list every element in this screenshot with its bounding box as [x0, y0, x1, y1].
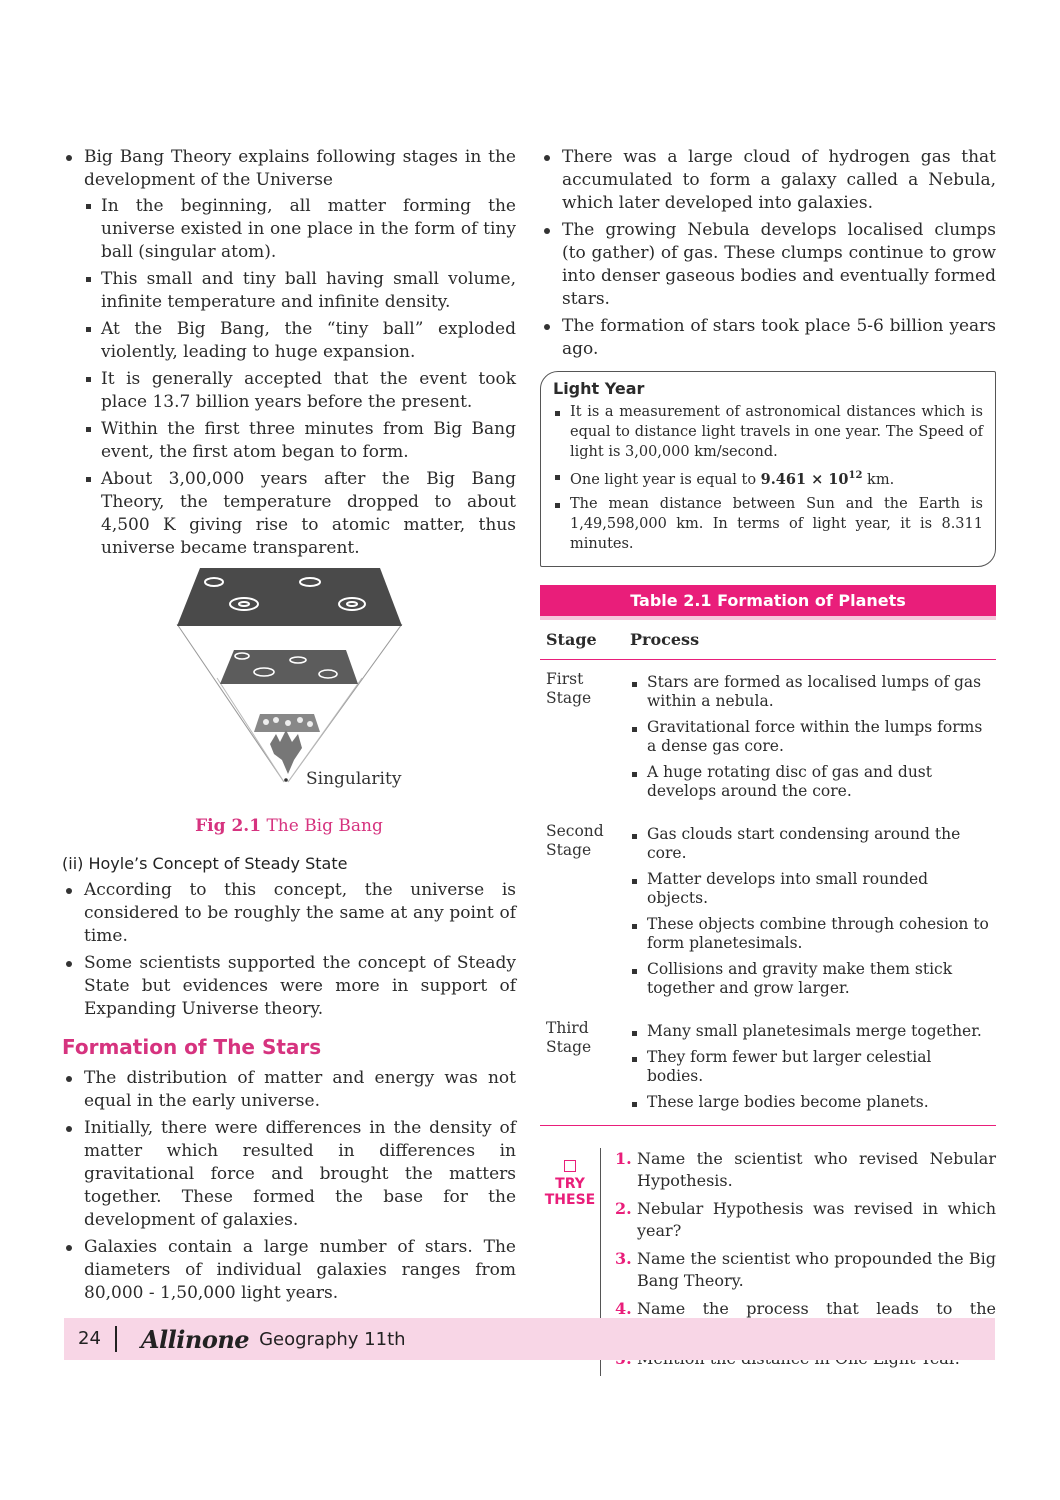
big-bang-stages: [84, 195, 516, 560]
question-number: 3.: [615, 1248, 632, 1268]
question-number: 4.: [615, 1298, 632, 1318]
question-text: Name the process that leads to the: [637, 1298, 996, 1318]
big-bang-figure: [62, 568, 516, 814]
big-bang-list: [62, 146, 516, 560]
list-item: In the beginning, all matter forming the universe existed in one place in the form of tiny ball (singular atom).: [84, 195, 516, 264]
stage-cell: First Stage: [546, 669, 592, 707]
list-item: Collisions and gravity make them stick together and grow larger.: [630, 960, 990, 998]
process-cell: [624, 659, 996, 812]
stars-heading: Formation of The Stars: [62, 1035, 322, 1059]
light-year-box: [540, 371, 996, 567]
list-item: [62, 146, 516, 560]
light-year-unit: km.: [867, 471, 895, 488]
list-item: [615, 1148, 996, 1192]
process-cell: [624, 1009, 996, 1126]
nebula-list: [540, 146, 996, 361]
process-cell: [624, 812, 996, 1009]
list-item: Gravitational force within the lumps forms a dense gas core.: [630, 718, 990, 756]
question-number: 1.: [615, 1148, 632, 1168]
list-item: They form fewer but larger celestial bodies.: [630, 1048, 990, 1086]
header-process: Process: [624, 620, 996, 660]
list-item: These objects combine through cohesion to form planetesimals.: [630, 915, 990, 953]
light-year-prefix: One light year is equal to: [570, 471, 757, 488]
list-item: About 3,00,000 years after the Big Bang Theory, the temperature dropped to about 4,500 K giving rise to atomic matter, thus universe became transparent.: [84, 468, 516, 560]
list-item: Many small planetesimals merge together.: [630, 1022, 990, 1041]
list-item: [615, 1248, 996, 1292]
checkbox-icon: [564, 1160, 576, 1172]
try-label-line1: TRY: [555, 1175, 585, 1192]
table-title: Table 2.1 Formation of Planets: [540, 585, 996, 616]
list-item: Matter develops into small rounded objects.: [630, 870, 990, 908]
question-text: Nebular Hypothesis was revised in which year?: [637, 1198, 996, 1240]
singularity-label: Singularity: [306, 769, 402, 789]
list-item: The formation of stars took place 5-6 billion years ago.: [540, 315, 996, 361]
table-row: [540, 1009, 996, 1126]
list-item: According to this concept, the universe is considered to be roughly the same at any point of time.: [62, 879, 516, 948]
figure-title: The Big Bang: [266, 816, 383, 836]
list-item: It is a measurement of astronomical distances which is equal to distance light travels in one year. The Speed of light is 3,00,000 km/second.: [553, 402, 983, 462]
list-item: Initially, there were differences in the density of matter which resulted in differences in gravitational force and brought the matters together. These formed the base for the development of galaxies.: [62, 1117, 516, 1232]
page-footer: [64, 1318, 995, 1360]
stars-list: [62, 1067, 516, 1305]
stage-cell: Second Stage: [546, 821, 604, 859]
light-year-list: [553, 402, 983, 554]
list-item: Gas clouds start condensing around the core.: [630, 825, 990, 863]
list-item: The growing Nebula develops localised clumps (to gather) of gas. These clumps continue to grow into denser gaseous bodies and eventually formed stars.: [540, 219, 996, 311]
big-bang-illustration: [62, 568, 516, 814]
right-column: [540, 146, 996, 1376]
list-item: There was a large cloud of hydrogen gas that accumulated to form a galaxy called a Nebula, which later developed into galaxies.: [540, 146, 996, 215]
figure-caption: [62, 816, 516, 836]
list-item: A huge rotating disc of gas and dust develops around the core.: [630, 763, 990, 801]
list-item: Stars are formed as localised lumps of gas within a nebula.: [630, 673, 990, 711]
list-item: At the Big Bang, the “tiny ball” exploded violently, leading to huge expansion.: [84, 318, 516, 364]
list-item: These large bodies become planets.: [630, 1093, 990, 1112]
list-item: This small and tiny ball having small volume, infinite temperature and infinite density.: [84, 268, 516, 314]
question-text: Name the scientist who revised Nebular Hypothesis.: [637, 1148, 996, 1190]
question-text: Name the scientist who propounded the Big Bang Theory.: [637, 1248, 996, 1290]
steady-state-list: [62, 879, 516, 1021]
left-column: [62, 146, 516, 1309]
list-item: Some scientists supported the concept of Steady State but evidences were more in support of Expanding Universe theory.: [62, 952, 516, 1021]
table-row: [540, 659, 996, 812]
list-item: [553, 466, 983, 490]
table-header-row: [540, 620, 996, 660]
list-item: It is generally accepted that the event took place 13.7 billion years before the present.: [84, 368, 516, 414]
light-year-title: Light Year: [553, 379, 645, 398]
try-label-line2: THESE: [544, 1191, 596, 1208]
table-row: [540, 812, 996, 1009]
book-subject: Geography 11th: [259, 1328, 406, 1350]
big-bang-intro: Big Bang Theory explains following stages in the development of the Universe: [84, 147, 516, 190]
page-number: 24: [64, 1326, 117, 1352]
list-item: The mean distance between Sun and the Earth is 1,49,598,000 km. In terms of light year, it is 8.311 minutes.: [553, 494, 983, 554]
header-stage: Stage: [540, 620, 624, 660]
list-item: [615, 1198, 996, 1242]
light-year-exponent: 12: [848, 470, 863, 481]
light-year-value: 9.461 × 10: [760, 470, 849, 488]
planets-table: [540, 620, 996, 1126]
brand-logo: Allinone: [140, 1324, 250, 1354]
list-item: Within the first three minutes from Big Bang event, the first atom began to form.: [84, 418, 516, 464]
list-item: Galaxies contain a large number of stars. The diameters of individual galaxies ranges from 80,000 - 1,50,000 light years.: [62, 1236, 516, 1305]
steady-state-heading: (ii) Hoyle’s Concept of Steady State: [62, 854, 348, 873]
stage-cell: Third Stage: [540, 1009, 624, 1126]
question-number: 2.: [615, 1198, 632, 1218]
list-item: The distribution of matter and energy was not equal in the early universe.: [62, 1067, 516, 1113]
figure-number: Fig 2.1: [195, 816, 262, 836]
